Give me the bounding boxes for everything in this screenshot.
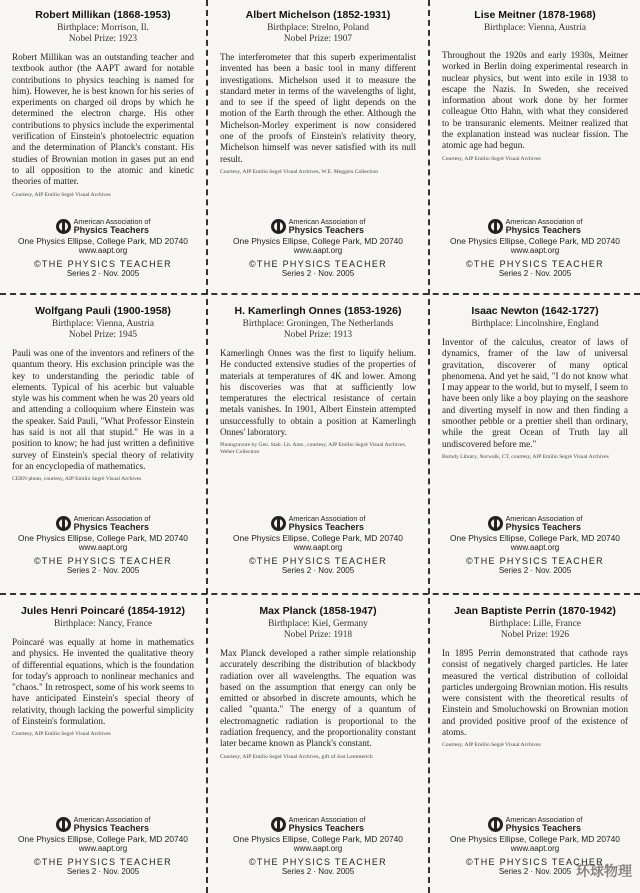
card-credit: Courtesy, AIP Emilio Segrè Visual Archives [12, 191, 111, 198]
org-website[interactable]: www.aapt.org [293, 246, 343, 255]
card-meitner [430, 0, 640, 293]
org-line1: American Association of [288, 514, 366, 523]
org-address: One Physics Ellipse, College Park, MD 20740 [450, 236, 620, 246]
card-name: H. Kamerlingh Onnes (1853-1926) [234, 305, 402, 317]
aapt-logo-icon [488, 219, 503, 234]
series-label: Series 2 · Nov. 2005 [66, 867, 140, 876]
card-footer [208, 514, 428, 576]
org-line2: Physics Teachers [288, 823, 365, 833]
card-birthplace: Birthplace: Lincolnshire, England [471, 319, 599, 329]
card-name: Isaac Newton (1642-1727) [471, 305, 599, 317]
card-bio: In 1895 Perrin demonstrated that cathode rays consist of negatively charged particles. He later measured the vertical distribution of colloidal particles undergoing Brownian motion. His results were consistent with the theoretical results of Einstein and Smoluchowski on Brownian motion and provided positive proof of the existence of atoms. [442, 648, 628, 738]
card-prize: Nobel Prize: 1907 [283, 34, 353, 44]
magazine-name: ©THE PHYSICS TEACHER [466, 259, 604, 269]
org-line1: American Association of [288, 815, 366, 824]
watermark: 环球物理 [576, 863, 632, 879]
card-kamerlingh-onnes [208, 296, 428, 593]
org-address: One Physics Ellipse, College Park, MD 20740 [450, 533, 620, 543]
org-website[interactable]: www.aapt.org [293, 543, 343, 552]
org-address: One Physics Ellipse, College Park, MD 20740 [18, 533, 188, 543]
card-name: Albert Michelson (1852-1931) [245, 9, 391, 21]
magazine-name: ©THE PHYSICS TEACHER [34, 259, 172, 269]
card-credit: Photogravure by Gen. Stab. Lit. Anst., courtesy, AIP Emilio Segrè Visual Archives, Weber Collection [220, 442, 407, 456]
card-millikan [0, 0, 206, 293]
org-website[interactable]: www.aapt.org [78, 844, 128, 853]
org-line2: Physics Teachers [505, 225, 582, 235]
org-line1: American Association of [505, 815, 583, 824]
org-website[interactable]: www.aapt.org [510, 844, 560, 853]
card-footer [430, 514, 640, 576]
card-perrin [430, 596, 640, 893]
magazine-name: ©THE PHYSICS TEACHER [249, 857, 387, 867]
horizontal-cut-line [0, 293, 640, 295]
org-address: One Physics Ellipse, College Park, MD 20740 [233, 533, 403, 543]
card-pauli [0, 296, 206, 593]
aapt-logo-icon [271, 516, 286, 531]
card-birthplace: Birthplace: Vienna, Austria [483, 23, 587, 33]
org-line1: American Association of [505, 514, 583, 523]
series-label: Series 2 · Nov. 2005 [66, 566, 140, 575]
series-label: Series 2 · Nov. 2005 [498, 566, 572, 575]
org-address: One Physics Ellipse, College Park, MD 20740 [18, 236, 188, 246]
aapt-logo-icon [56, 219, 71, 234]
horizontal-cut-line [0, 593, 640, 595]
card-credit: CERN photo, courtesy, AIP Emilio Segrè Visual Archives [12, 476, 142, 483]
org-line2: Physics Teachers [288, 522, 365, 532]
card-credit: Courtesy, AIP Emilio Segrè Visual Archives [12, 731, 111, 738]
card-prize: Nobel Prize: 1926 [500, 630, 570, 640]
card-footer [0, 217, 206, 279]
aapt-logo-icon [271, 817, 286, 832]
card-credit: Courtesy, AIP Emilio Segrè Visual Archives [442, 155, 541, 162]
card-bio: Kamerlingh Onnes was the first to liquify helium. He conducted extensive studies of the properties of materials at temperatures of 4K and lower. Among his discoveries was that at sufficiently low temperatures the electrical resistance of certain metals vanishes. In 1901, Albert Einstein attempted unsuccessfully to obtain a position at Kamerlingh Onnes' laboratory. [220, 348, 416, 438]
card-footer [208, 217, 428, 279]
card-bio: Inventor of the calculus, creator of laws of dynamics, framer of the law of universal gravitation, discoverer of many optical phenomena. And yet he said, "I do not know what I may appear to the world, but to myself, I seem to have been only like a boy playing on the seashore and diverting myself in now and then finding a smoother pebble or a prettier shell than ordinary, while the great Ocean of Truth lay all undiscovered before me." [442, 337, 628, 449]
card-name: Jean Baptiste Perrin (1870-1942) [454, 605, 616, 617]
org-address: One Physics Ellipse, College Park, MD 20740 [450, 834, 620, 844]
series-label: Series 2 · Nov. 2005 [498, 867, 572, 876]
card-bio: Poincaré was equally at home in mathematics and physics. He invented the qualitative theory of differential equations, which is the foundation for today's approach to nonlinear mechanics and "chaos." In retrospect, some of his work seems to have anticipated Einstein's special theory of relativity, though lacking the powerful simplicity of Einstein's formulation. [12, 637, 194, 727]
magazine-name: ©THE PHYSICS TEACHER [249, 556, 387, 566]
aapt-logo-icon [488, 817, 503, 832]
card-bio: Max Planck developed a rather simple relationship accurately describing the distribution of blackbody radiation over all wavelengths. The equation was based on the assumption that energy can only be emitted or absorbed in discrete amounts, which he called "quanta." The energy of a quantum of electromagnetic radiation is proportional to the radiation frequency, and the proportionality constant later became known as Planck's constant. [220, 648, 416, 749]
card-planck [208, 596, 428, 893]
card-name: Lise Meitner (1878-1968) [474, 9, 596, 21]
series-label: Series 2 · Nov. 2005 [281, 867, 355, 876]
card-footer [0, 514, 206, 576]
org-address: One Physics Ellipse, College Park, MD 20740 [18, 834, 188, 844]
magazine-name: ©THE PHYSICS TEACHER [466, 857, 604, 867]
card-footer [208, 815, 428, 877]
org-address: One Physics Ellipse, College Park, MD 20740 [233, 834, 403, 844]
card-birthplace: Birthplace: Vienna, Austria [51, 319, 155, 329]
series-label: Series 2 · Nov. 2005 [281, 269, 355, 278]
org-website[interactable]: www.aapt.org [293, 844, 343, 853]
series-label: Series 2 · Nov. 2005 [498, 269, 572, 278]
card-prize: Nobel Prize: 1918 [283, 630, 353, 640]
card-credit: Courtesy, AIP Emilio Segrè Visual Archives, W.E. Meggers Collection [220, 168, 379, 175]
org-website[interactable]: www.aapt.org [78, 246, 128, 255]
org-line2: Physics Teachers [73, 225, 150, 235]
org-line2: Physics Teachers [505, 522, 582, 532]
card-birthplace: Birthplace: Lille, France [489, 619, 581, 629]
card-poincare [0, 596, 206, 893]
aapt-logo-icon [488, 516, 503, 531]
org-line2: Physics Teachers [288, 225, 365, 235]
org-line1: American Association of [73, 514, 151, 523]
aapt-logo-icon [56, 817, 71, 832]
magazine-name: ©THE PHYSICS TEACHER [249, 259, 387, 269]
card-prize: Nobel Prize: 1913 [283, 330, 353, 340]
card-footer [430, 217, 640, 279]
org-website[interactable]: www.aapt.org [510, 246, 560, 255]
series-label: Series 2 · Nov. 2005 [66, 269, 140, 278]
card-credit: Courtesy, AIP Emilio Segrè Visual Archives [442, 742, 541, 749]
card-birthplace: Birthplace: Strelno, Poland [267, 23, 369, 33]
org-line2: Physics Teachers [505, 823, 582, 833]
card-name: Robert Millikan (1868-1953) [35, 9, 171, 21]
card-bio: Pauli was one of the inventors and refiners of the quantum theory. His exclusion principle was the key to understanding the periodic table of elements. Typical of his acerbic but valuable style was his comment when he was 20 years old and attending a colloquium where Einstein was the speaker. Said Pauli, "What Professor Einstein has said is not all that stupid." He was in a position to know; he had just written a definitive survey of Einstein's special theory of relativity for an encyclopedia of mathematics. [12, 348, 194, 471]
card-birthplace: Birthplace: Morrison, Il. [57, 23, 149, 33]
series-label: Series 2 · Nov. 2005 [281, 566, 355, 575]
card-michelson [208, 0, 428, 293]
card-name: Wolfgang Pauli (1900-1958) [35, 305, 171, 317]
org-line1: American Association of [73, 217, 151, 226]
org-website[interactable]: www.aapt.org [78, 543, 128, 552]
card-name: Jules Henri Poincaré (1854-1912) [20, 605, 185, 617]
org-line1: American Association of [73, 815, 151, 824]
card-bio: Throughout the 1920s and early 1930s, Meitner worked in Berlin doing experimental research in nuclear physics, but went into exile in 1938 to escape the Nazis. In Sweden, she received information about work done by her former colleague Otto Hahn, with what they considered to be transuranic elements. Meitner realized that the explanation instead was nuclear fission. The atomic age had begun. [442, 50, 628, 151]
org-line1: American Association of [505, 217, 583, 226]
card-bio: Robert Millikan was an outstanding teacher and textbook author (the AAPT award for notable contributions to physics teaching is named for him). However, he is best known for his series of experiments on charged oil drops by which he determined the electron charge. His other contributions to physics include the experimental verification of Einstein's photoelectric equation and the determination of Planck's constant. His studies of Brownian motion in gases put an end to all opposition to the atomic and kinetic theories of matter. [12, 52, 194, 187]
card-newton [430, 296, 640, 593]
card-bio: The interferometer that this superb experimentalist invented has been a basic tool in many different investigations. Michelson used it to measure the standard meter in terms of the wavelengths of light, and to see if the speed of light depends on the motion of the Earth through the ether. Although the Michelson-Morley experiment is now considered one of the proofs of Einstein's relativity theory, Michelson himself was never satisfied with its null result. [220, 52, 416, 164]
org-address: One Physics Ellipse, College Park, MD 20740 [233, 236, 403, 246]
card-birthplace: Birthplace: Kiel, Germany [268, 619, 368, 629]
card-credit: Courtesy, AIP Emilio Segrè Visual Archives, gift of Jost Lemmerich [220, 753, 373, 760]
card-footer [0, 815, 206, 877]
card-prize: Nobel Prize: 1923 [68, 34, 138, 44]
magazine-name: ©THE PHYSICS TEACHER [34, 857, 172, 867]
card-birthplace: Birthplace: Nancy, France [53, 619, 153, 629]
aapt-logo-icon [56, 516, 71, 531]
card-birthplace: Birthplace: Groningen, The Netherlands [242, 319, 394, 329]
org-website[interactable]: www.aapt.org [510, 543, 560, 552]
card-name: Max Planck (1858-1947) [259, 605, 377, 617]
org-line1: American Association of [288, 217, 366, 226]
magazine-name: ©THE PHYSICS TEACHER [466, 556, 604, 566]
magazine-name: ©THE PHYSICS TEACHER [34, 556, 172, 566]
aapt-logo-icon [271, 219, 286, 234]
org-line2: Physics Teachers [73, 522, 150, 532]
org-line2: Physics Teachers [73, 823, 150, 833]
card-credit: Burndy Library, Norwalk, CT, courtesy, AIP Emilio Segrè Visual Archives [442, 453, 609, 460]
card-prize: Nobel Prize: 1945 [68, 330, 138, 340]
